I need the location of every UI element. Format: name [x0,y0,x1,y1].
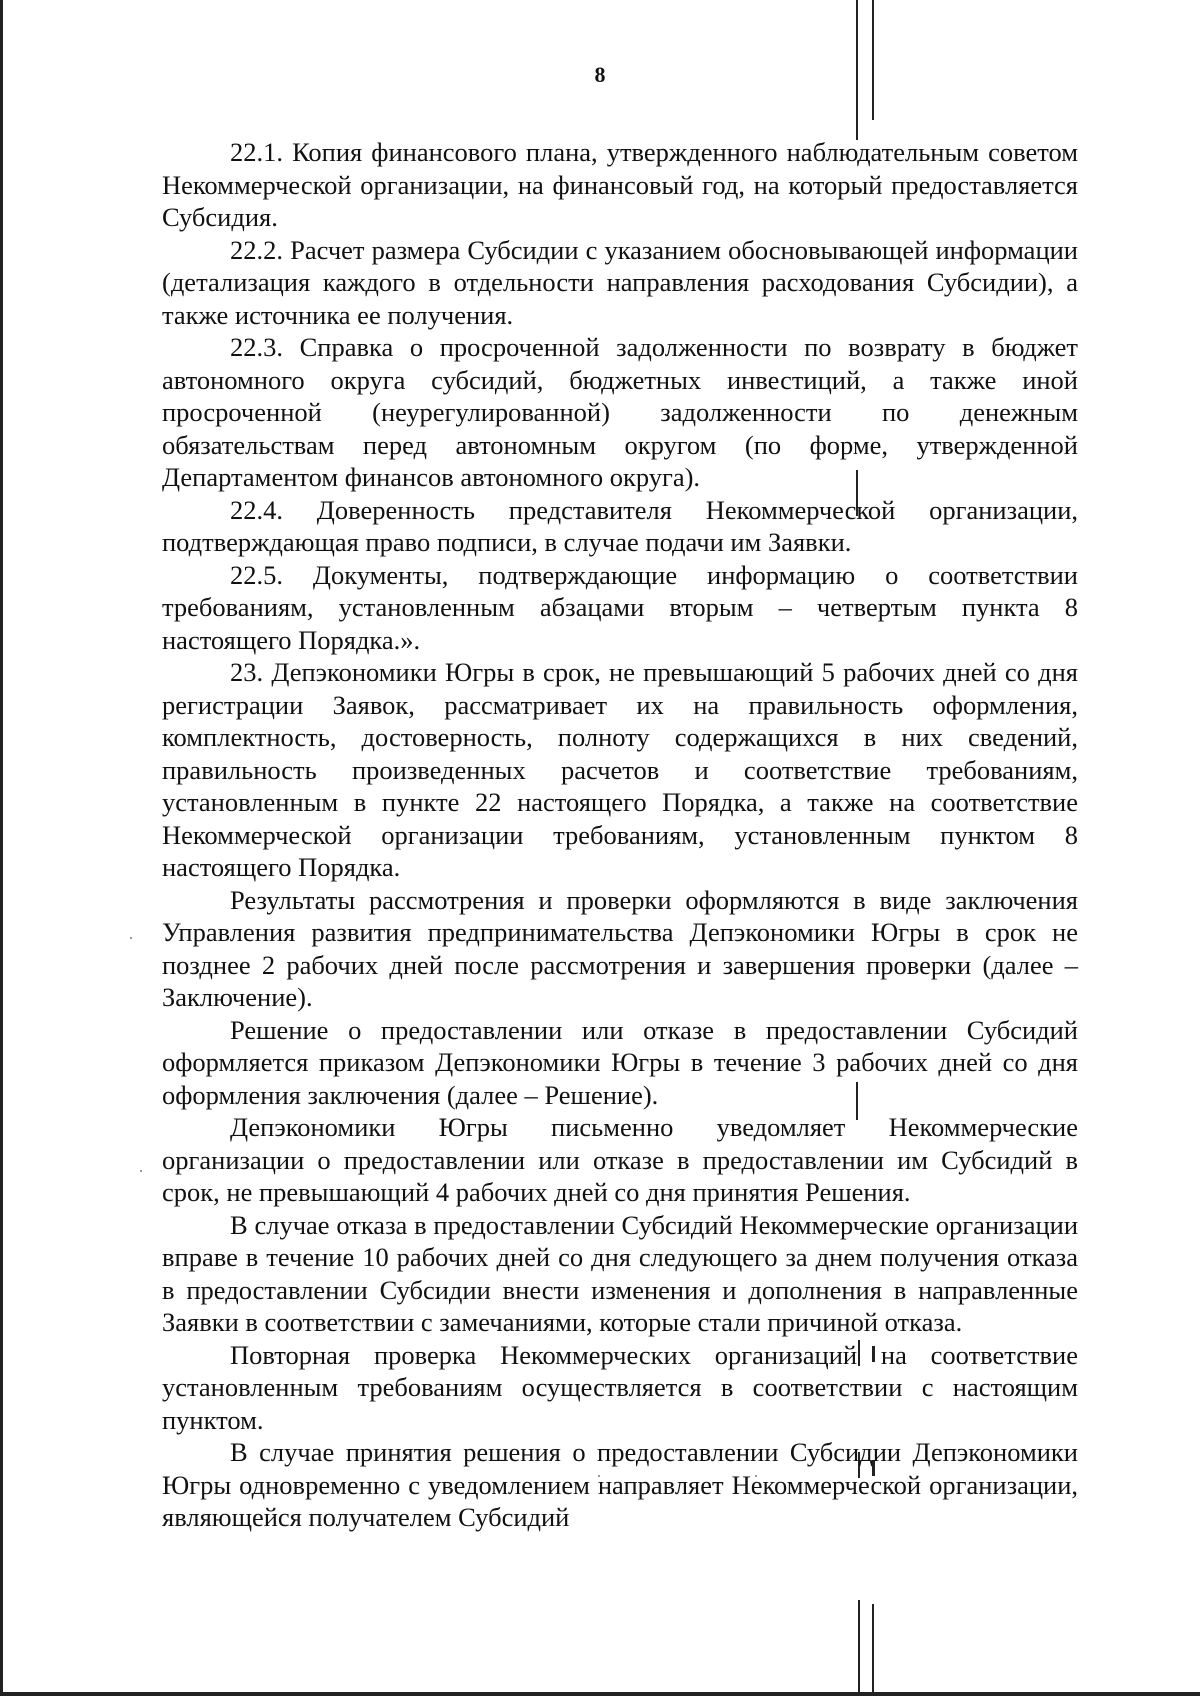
page-number: 8 [594,62,606,87]
scan-speck [130,937,132,939]
paragraph-22-4: 22.4. Доверенность представителя Некоммерческой организации, подтверждающая право подписи, в случае подачи им Заявки. [162,494,1078,557]
paragraph-22-1: 22.1. Копия финансового плана, утвержденного наблюдательным советом Некоммерческой организации, на финансовый год, на который предоставляется Субсидия. [162,137,1078,232]
paragraph-results: Результаты рассмотрения и проверки оформляются в виде заключения Управления развития предпринимательства Депэкономики Югры в срок не позднее 2 рабочих дней после рассмотрения и завершения проверки (далее – Заключение). [162,884,1078,1012]
paragraph-23: 23. Депэкономики Югры в срок, не превышающий 5 рабочих дней со дня регистрации Заявок, рассматривает их на правильность оформления, комплектность, достоверность, полноту содержащихся в них сведений, правильность произведенных расчетов и соответствие требованиям, установленным в пункте 22 настоящего Порядка, а также на соответствие Некоммерческой организации требованиям, установленным пунктом 8 настоящего Порядка. [162,657,1078,882]
paragraph-22-2: 22.2. Расчет размера Субсидии с указанием обосновывающей информации (детализация каждого в отдельности направления расходования Субсидии), а также источника ее получения. [162,234,1078,330]
paragraph-recheck: Повторная проверка Некоммерческих организаций на соответствие установленным требованиям осуществляется в соответствии с настоящим пунктом. [162,1339,1078,1435]
scan-edge-left [0,0,3,1696]
scan-speck [140,1170,142,1172]
paragraph-grant-decision: В случае принятия решения о предоставлении Субсидии Депэкономики Югры одновременно с уведомлением направляет Некоммерческой организации, являющейся получателем Субсидий [162,1437,1078,1532]
scan-fold-line [858,1600,860,1696]
scan-edge-bottom [0,1692,1200,1696]
paragraph-notification: Депэкономики Югры письменно уведомляет Некоммерческие организации о предоставлении или отказе в предоставлении им Субсидий в срок, не превышающий 4 рабочих дней со дня принятия Решения. [162,1112,1078,1207]
paragraph-22-3: 22.3. Справка о просроченной задолженности по возврату в бюджет автономного округа субсидий, бюджетных инвестиций, а также иной просроченной (неурегулированной) задолженности по денежным обязательствам перед автономным округом (по форме, утвержденной Департаментом финансов автономного округа). [162,332,1078,492]
paragraph-refusal: В случае отказа в предоставлении Субсидий Некоммерческие организации вправе в течение 10 рабочих дней со дня следующего за днем получения отказа в предоставлении Субсидии внести изменения и дополнения в направленные Заявки в соответствии с замечаниями, которые стали причиной отказа. [162,1209,1078,1337]
paragraph-22-5: 22.5. Документы, подтверждающие информацию о соответствии требованиям, установленным абзацами вторым – четвертым пункта 8 настоящего Порядка.». [162,559,1078,655]
document-body [162,136,1078,1534]
scan-fold-line [872,1604,874,1692]
paragraph-decision: Решение о предоставлении или отказе в предоставлении Субсидий оформляется приказом Депэкономики Югры в течение 3 рабочих дней со дня оформления заключения (далее – Решение). [162,1014,1078,1110]
scan-fold-line [872,0,874,120]
